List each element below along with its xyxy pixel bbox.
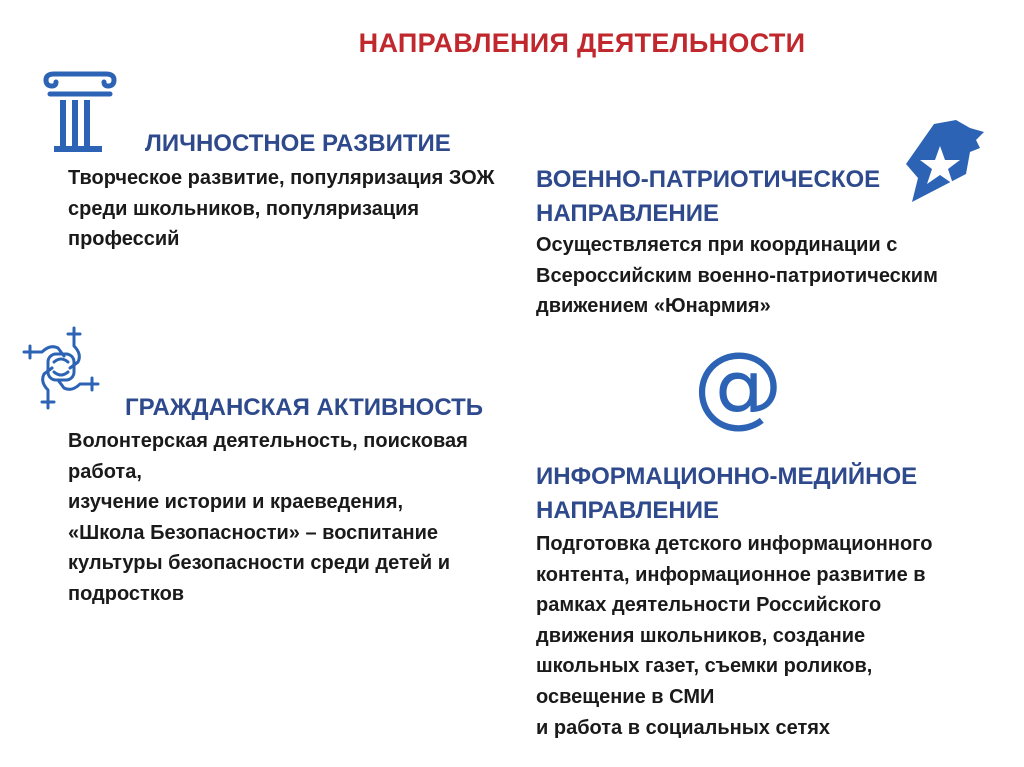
page-title: НАПРАВЛЕНИЯ ДЕЯТЕЛЬНОСТИ xyxy=(358,28,806,58)
personal-development-title: ЛИЧНОСТНОЕ РАЗВИТИЕ xyxy=(145,130,451,157)
body-line: освещение в СМИ xyxy=(536,685,715,708)
body-line: изучение истории и краеведения, xyxy=(68,491,404,514)
information-media-title xyxy=(536,460,917,528)
yunarmia-eagle-star-icon xyxy=(904,118,986,204)
body-line: Волонтерская деятельность, поисковая xyxy=(68,430,468,452)
title-line: НАПРАВЛЕНИЕ xyxy=(536,200,719,227)
body-line: школьных газет, съемки роликов, xyxy=(536,655,873,678)
column-icon xyxy=(40,72,120,154)
body-line: подростков xyxy=(68,582,185,605)
body-line: Осуществляется при координации с xyxy=(536,234,898,256)
body-line: работа, xyxy=(68,460,142,483)
civic-activity-title: ГРАЖДАНСКАЯ АКТИВНОСТЬ xyxy=(125,394,483,421)
title-line: ВОЕННО-ПАТРИОТИЧЕСКОЕ xyxy=(536,166,881,193)
body-line: рамках деятельности Российского xyxy=(536,594,882,617)
body-line: движением «Юнармия» xyxy=(536,295,771,318)
joined-hands-icon xyxy=(20,324,102,412)
body-line: и работа в социальных сетях xyxy=(536,716,831,739)
body-line: движения школьников, создание xyxy=(536,624,866,647)
information-media-text xyxy=(536,529,932,743)
title-line: ИНФОРМАЦИОННО-МЕДИЙНОЕ xyxy=(536,463,918,490)
body-line: «Школа Безопасности» – воспитание xyxy=(68,521,439,544)
body-line: контента, информационное развитие в xyxy=(536,563,926,586)
title-line: НАПРАВЛЕНИЕ xyxy=(536,497,719,524)
svg-text:@: @ xyxy=(693,333,783,438)
personal-development-text xyxy=(68,163,494,255)
at-sign-icon xyxy=(693,333,783,438)
military-patriotic-title xyxy=(536,163,880,231)
body-line: Подготовка детского информационного xyxy=(536,533,933,555)
body-line: среди школьников, популяризация xyxy=(68,197,420,220)
military-patriotic-text xyxy=(536,230,938,322)
body-line: культуры безопасности среди детей и xyxy=(68,552,451,575)
body-line: профессий xyxy=(68,228,180,251)
body-line: Всероссийским военно-патриотическим xyxy=(536,264,938,287)
body-line: Творческое развитие, популяризация ЗОЖ xyxy=(68,167,495,189)
civic-activity-text xyxy=(68,426,468,610)
